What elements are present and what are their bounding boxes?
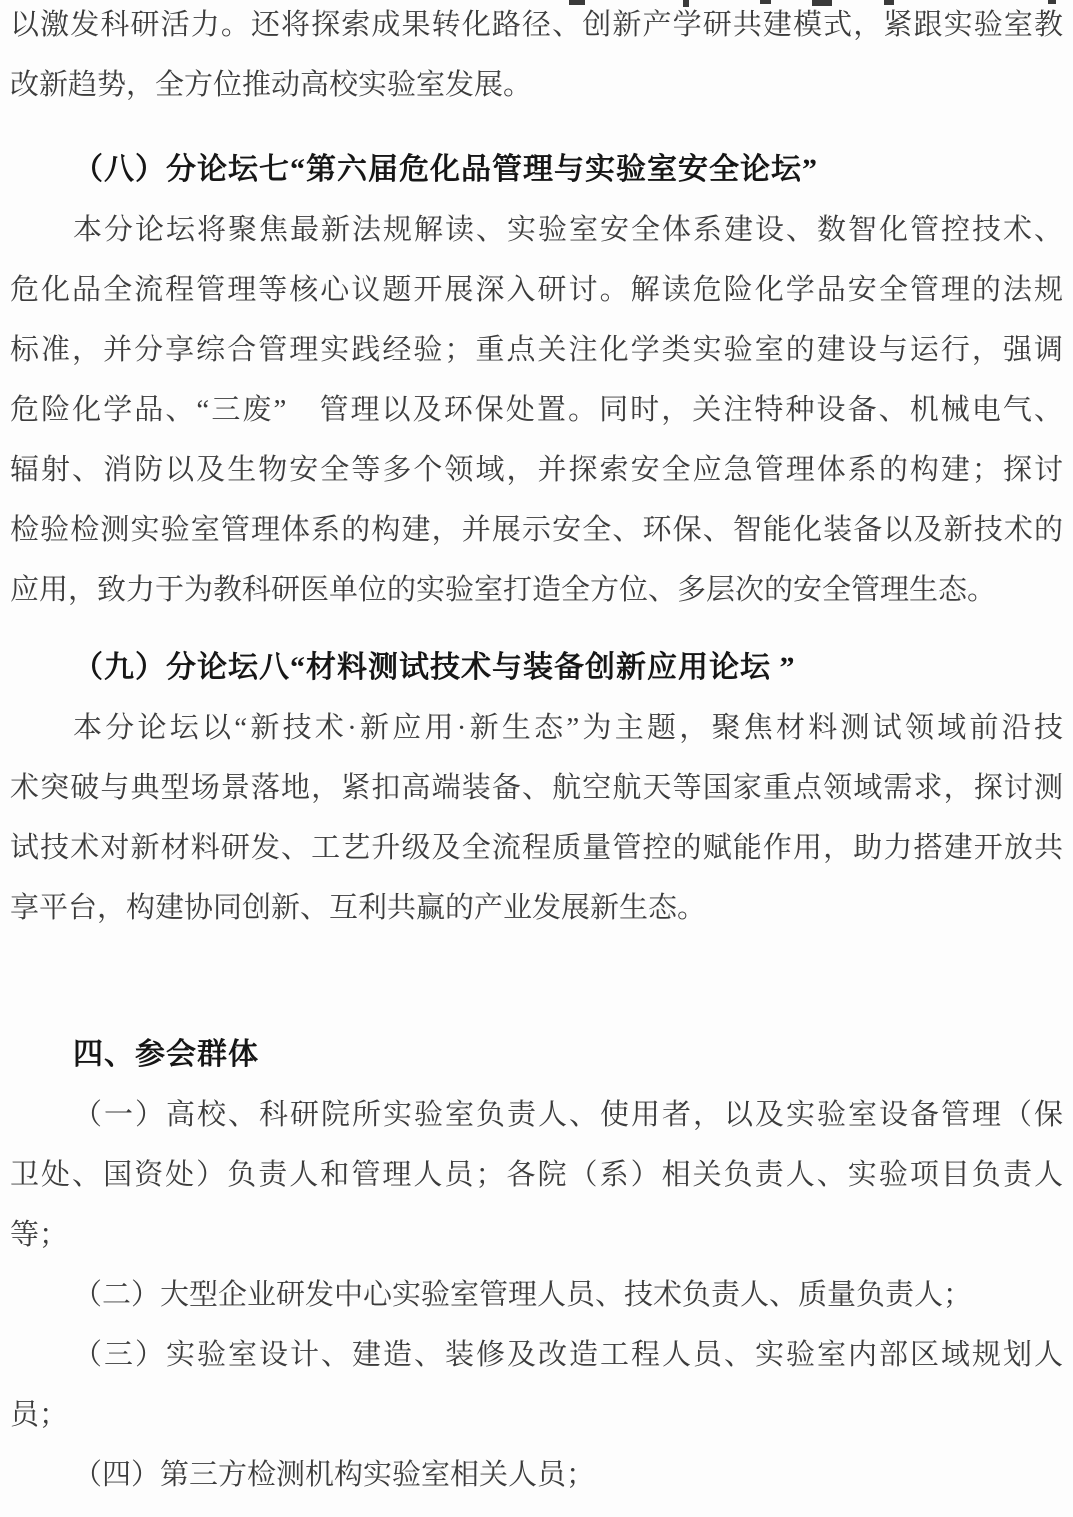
heading-attendees: 四、参会群体: [73, 1038, 259, 1071]
text-line: 术突破与典型场景落地，紧扣高端装备、航空航天等国家重点领域需求，探讨测: [10, 772, 1063, 804]
blank-line: [10, 938, 1063, 998]
text-line: 危险化学品、“三废” 管理以及环保处置。同时，关注特种设备、机械电气、: [10, 394, 1063, 426]
text-line: （三）实验室设计、建造、装修及改造工程人员、实验室内部区域规划人: [73, 1339, 1063, 1371]
paragraph-attendee-group-3: [10, 1325, 1063, 1445]
text-line: 等；: [10, 1219, 69, 1251]
paragraph-attendee-group-4: [10, 1445, 1063, 1505]
heading-forum8: （九）分论坛八“材料测试技术与装备创新应用论坛 ”: [73, 651, 796, 684]
text-line: 试技术对新材料研发、工艺升级及全流程质量管控的赋能作用，助力搭建开放共: [10, 832, 1063, 864]
text-line: 卫处、国资处）负责人和管理人员；各院（系）相关负责人、实验项目负责人: [10, 1159, 1063, 1191]
paragraph-forum7: [10, 200, 1063, 620]
text-line: 危化品全流程管理等核心议题开展深入研讨。解读危险化学品安全管理的法规: [10, 274, 1063, 306]
paragraph-attendee-group-2: [10, 1265, 1063, 1325]
text-line: （二）大型企业研发中心实验室管理人员、技术负责人、质量负责人；: [73, 1279, 973, 1311]
text-line: 员；: [10, 1399, 69, 1431]
heading-forum7: （八）分论坛七“第六届危化品管理与实验室安全论坛”: [73, 153, 818, 186]
text-line: 应用，致力于为教科研医单位的实验室打造全方位、多层次的安全管理生态。: [10, 574, 997, 606]
paragraph-forum8: [10, 698, 1063, 938]
text-line: 标准，并分享综合管理实践经验；重点关注化学类实验室的建设与运行，强调: [10, 334, 1063, 366]
text-line: 享平台，构建协同创新、互利共赢的产业发展新生态。: [10, 892, 707, 924]
text-line: （一）高校、科研院所实验室负责人、使用者，以及实验室设备管理（保: [73, 1099, 1063, 1131]
text-line: 以激发科研活力。还将探索成果转化路径、创新产学研共建模式，紧跟实验室教: [10, 9, 1063, 41]
clipped-previous-line-fragments: [0, 0, 1073, 9]
text-line: 辐射、消防以及生物安全等多个领域，并探索安全应急管理体系的构建；探讨: [10, 454, 1063, 486]
paragraph-intro-continuation: [10, 0, 1063, 115]
text-line: 检验检测实验室管理体系的构建，并展示安全、环保、智能化装备以及新技术的: [10, 514, 1063, 546]
text-line: 改新趋势，全方位推动高校实验室发展。: [10, 69, 533, 101]
paragraph-attendee-group-1: [10, 1085, 1063, 1265]
text-line: （四）第三方检测机构实验室相关人员；: [73, 1459, 596, 1491]
text-line: 本分论坛将聚焦最新法规解读、实验室安全体系建设、数智化管控技术、: [73, 214, 1063, 246]
text-line: 本分论坛以“新技术·新应用·新生态”为主题，聚焦材料测试领域前沿技: [73, 712, 1063, 744]
